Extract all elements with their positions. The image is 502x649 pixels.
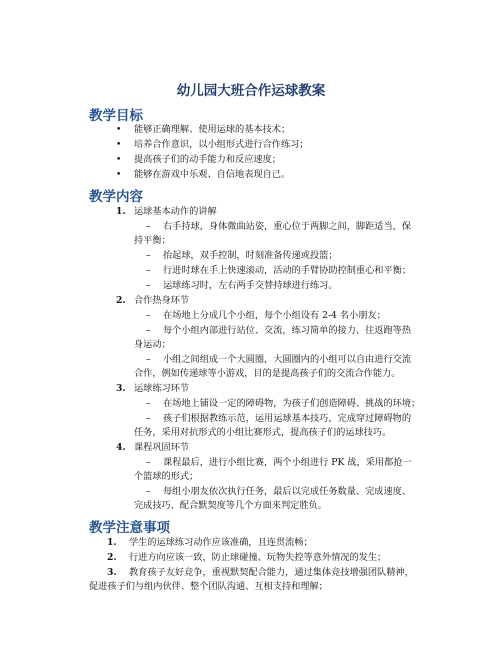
bullet-icon: • — [116, 125, 122, 135]
content-sub-line: 每组小朋友依次执行任务，最后以完成任务数量、完成速度、 — [163, 486, 412, 497]
note-item-line: 行进方向应该一致，防止球碰撞、玩物失控等意外情况的发生； — [129, 552, 387, 563]
bullet-icon: • — [116, 155, 122, 165]
note-item-number: 2. — [107, 552, 117, 563]
dash-icon: – — [146, 457, 151, 468]
dash-icon: – — [146, 280, 151, 291]
dash-icon: – — [146, 354, 151, 365]
content-item-number: 1. — [116, 206, 126, 217]
content-sub-line: 在场地上铺设一定的障碍物，为孩子们创造障碍、挑战的环境； — [163, 398, 421, 409]
content-item-title: 课程巩固环节 — [134, 442, 190, 453]
content-item-number: 4. — [116, 442, 126, 453]
note-item-line: 学生的运球练习动作应该准确，且连贯流畅； — [129, 537, 313, 548]
goal-item: 培养合作意识，以小组形式进行合作练习； — [134, 139, 309, 150]
dash-icon: – — [146, 265, 151, 276]
dash-icon: – — [146, 310, 151, 321]
goal-item: 能够正确理解、使用运球的基本技术； — [134, 124, 291, 135]
note-item-line: 促进孩子们与组内伙伴、整个团队沟通、互相支持和理解； — [89, 581, 328, 592]
section-heading-notes: 教学注意事项 — [89, 520, 170, 536]
content-item-title: 运球基本动作的讲解 — [134, 206, 217, 217]
document-title: 幼儿园大班合作运球教案 — [176, 83, 326, 99]
section-heading-goals: 教学目标 — [89, 108, 143, 124]
dash-icon: – — [146, 250, 151, 261]
content-sub-line: 运球练习时，左右两手交替持球进行练习。 — [163, 280, 338, 291]
dash-icon: – — [146, 486, 151, 497]
note-item-line: 教育孩子友好竞争，重视默契配合能力，通过集体竞技增强团队精神， — [129, 567, 414, 578]
content-sub-line: 小组之间组成一个大圆圈，大圆圈内的小组可以自由进行交流 — [163, 354, 412, 365]
content-item-number: 3. — [116, 383, 126, 394]
goal-item: 提高孩子们的动手能力和反应速度； — [134, 154, 281, 165]
content-sub-line: 孩子们根据教练示范，运用运球基本技巧，完成穿过障碍物的 — [163, 413, 412, 424]
note-item-number: 1. — [107, 537, 117, 548]
content-item-title: 合作热身环节 — [134, 295, 190, 306]
content-sub-line: 抬起球，双手控制，时刻准备传递或投篮； — [163, 250, 338, 261]
dash-icon: – — [146, 325, 151, 336]
content-sub-line: 在场地上分成几个小组，每个小组设有 2-4 名小朋友； — [163, 310, 386, 321]
bullet-icon: • — [116, 140, 122, 150]
content-sub-line: 个篮球的形式； — [134, 471, 199, 482]
content-sub-line: 右手持球，身体微曲站姿，重心位于两脚之间，脚距适当，保 — [163, 221, 412, 232]
dash-icon: – — [146, 413, 151, 424]
content-sub-line: 持平衡； — [134, 235, 171, 246]
content-item-title: 运球练习环节 — [134, 383, 190, 394]
content-sub-line: 每个小组内部进行站位、交流，练习简单的接力、往返跑等热 — [163, 325, 412, 336]
bullet-icon: • — [116, 170, 122, 180]
dash-icon: – — [146, 398, 151, 409]
content-sub-line: 任务，采用对抗形式的小组比赛形式，提高孩子们的运球技巧。 — [134, 427, 392, 438]
section-heading-content: 教学内容 — [89, 189, 143, 205]
goal-item: 能够在游戏中乐观、自信地表现自己。 — [134, 169, 291, 180]
content-item-number: 2. — [116, 295, 126, 306]
content-sub-line: 完成技巧、配合默契度等几个方面来判定胜负。 — [134, 500, 327, 511]
note-item-number: 3. — [107, 567, 117, 578]
dash-icon: – — [146, 221, 151, 232]
content-sub-line: 课程最后，进行小组比赛，两个小组进行 PK 战，采用都抢一 — [163, 457, 412, 468]
content-sub-line: 合作，例如传递球等小游戏，目的是提高孩子们的交流合作能力。 — [134, 368, 401, 379]
content-sub-line: 行进时球在手上快速滚动，活动的手臂协助控制重心和平衡； — [163, 265, 412, 276]
content-sub-line: 身运动； — [134, 339, 171, 350]
